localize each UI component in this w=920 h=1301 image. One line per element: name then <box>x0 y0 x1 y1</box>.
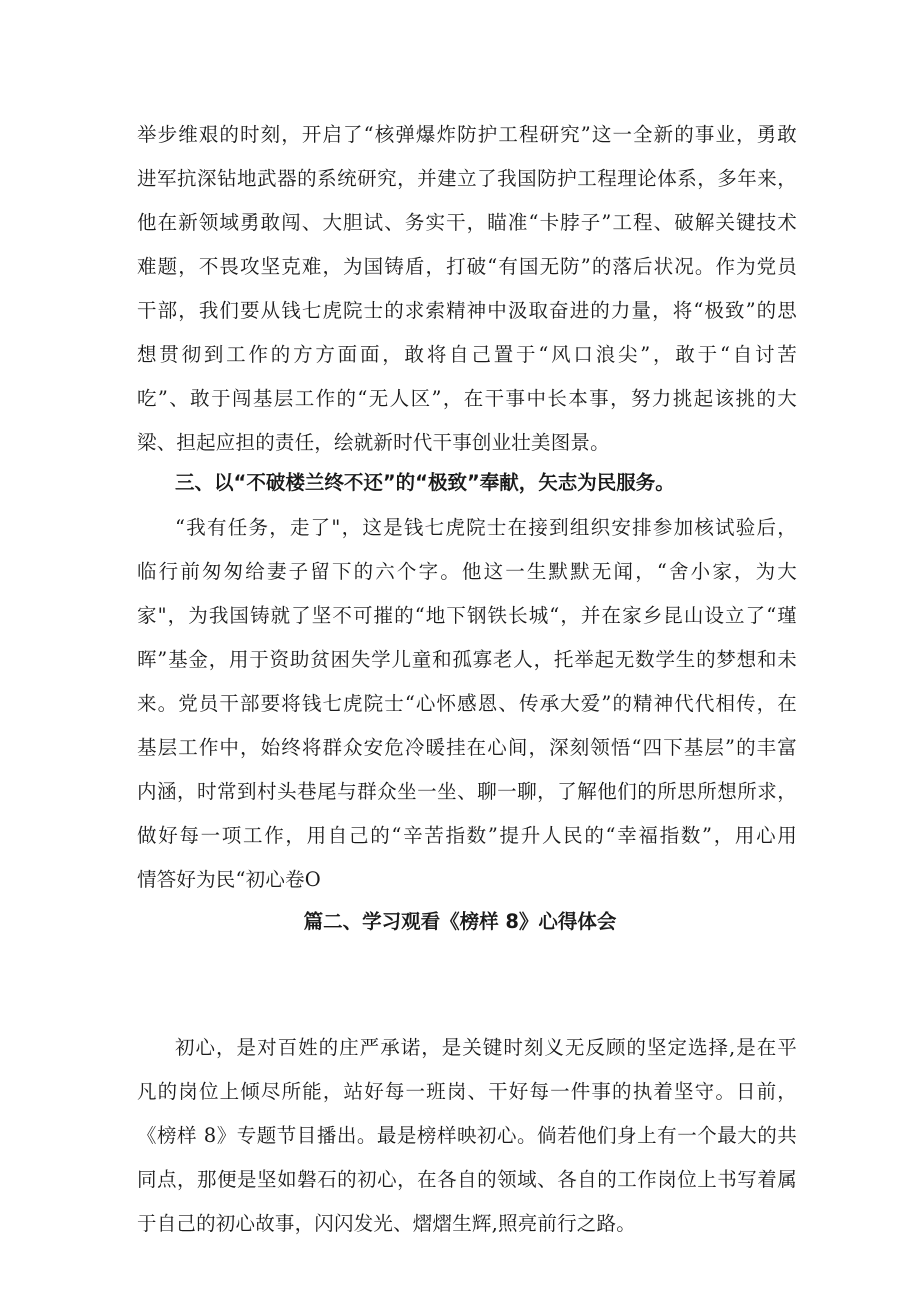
paragraph-line: 晖”基金，用于资助贫困失学儿童和孤寡老人，托举起无数学生的梦想和未 <box>137 648 797 671</box>
paragraph-line: 想贯彻到工作的方方面面，敢将自己置于“风口浪尖”，敢于“自讨苦 <box>137 343 797 366</box>
paragraph-line: 进军抗深钻地武器的系统研究，并建立了我国防护工程理论体系，多年来， <box>137 167 797 190</box>
paragraph-line: 初心，是对百姓的庄严承诺，是关键时刻义无反顾的坚定选择,是在平 <box>175 1036 797 1059</box>
paragraph-line: 《榜样 8》专题节目播出。最是榜样映初心。倘若他们身上有一个最大的共 <box>137 1124 797 1147</box>
paragraph-line: 难题，不畏攻坚克难，为国铸盾，打破“有国无防”的落后状况。作为党员 <box>137 255 797 278</box>
paragraph-line: 干部，我们要从钱七虎院士的求索精神中汲取奋进的力量，将“极致”的思 <box>137 299 797 322</box>
paragraph-line: 吃”、敢于闯基层工作的“无人区”，在干事中长本事，努力挑起该挑的大 <box>137 387 797 410</box>
paragraph-line: 情答好为民“初心卷O <box>137 868 321 891</box>
paragraph-line: 梁、担起应担的责任，绘就新时代干事创业壮美图景。 <box>137 431 610 454</box>
paragraph-line: 内涵，时常到村头巷尾与群众坐一坐、聊一聊，了解他们的所思所想所求， <box>137 780 797 803</box>
paragraph-line: 举步维艰的时刻，开启了“核弹爆炸防护工程研究”这一全新的事业，勇敢 <box>137 123 797 146</box>
paragraph-line: 同点，那便是坚如磐石的初心，在各自的领域、各自的工作岗位上书写着属 <box>137 1168 797 1191</box>
paragraph-line: 凡的岗位上倾尽所能，站好每一班岗、干好每一件事的执着坚守。日前， <box>137 1080 797 1103</box>
paragraph-line: 临行前匆匆给妻子留下的六个字。他这一生默默无闻，“舍小家，为大 <box>137 560 797 583</box>
section-heading: 三、以“不破楼兰终不还”的“极致”奉献，矢志为民服务。 <box>175 471 675 494</box>
paragraph-line: 家"，为我国铸就了坚不可摧的“地下钢铁长城“，并在家乡昆山设立了“瑾 <box>137 604 797 627</box>
paragraph-line: 来。党员干部要将钱七虎院士“心怀感恩、传承大爱”的精神代代相传，在 <box>137 692 797 715</box>
paragraph-line: 于自己的初心故事，闪闪发光、熠熠生辉,照亮前行之路。 <box>137 1212 636 1235</box>
paragraph-line: 他在新领域勇敢闯、大胆试、务实干，瞄准“卡脖子”工程、破解关键技术 <box>137 211 797 234</box>
paragraph-line: 基层工作中，始终将群众安危冷暖挂在心间，深刻领悟“四下基层”的丰富 <box>137 736 797 759</box>
paragraph-line: 做好每一项工作，用自己的“辛苦指数”提升人民的“幸福指数”，用心用 <box>137 824 797 847</box>
paragraph-line: “我有任务，走了"，这是钱七虎院士在接到组织安排参加核试验后， <box>175 516 797 539</box>
article-title: 篇二、学习观看《榜样 8》心得体会 <box>303 910 617 933</box>
